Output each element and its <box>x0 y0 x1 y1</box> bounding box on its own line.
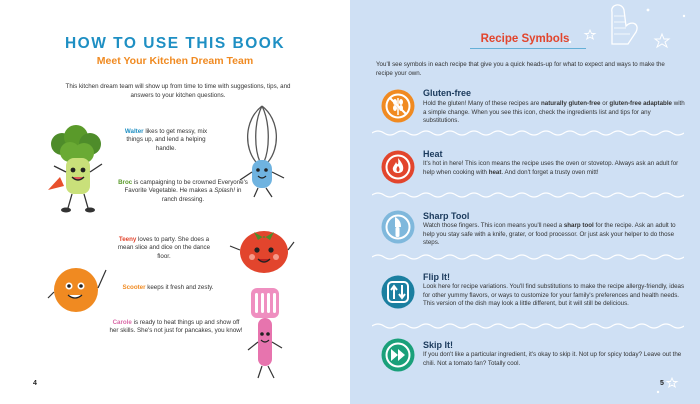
walter-bio <box>120 128 212 153</box>
broc-bio-text: is campaigning to be crowned Everyone's Favorite Vegetable. He makes a <box>124 179 248 195</box>
skip-forward-icon <box>381 338 415 372</box>
broc-bio-emphasis: Splash! <box>214 187 235 195</box>
oven-mitt-stars-decoration <box>550 2 700 54</box>
intro-text: This kitchen dream team will show up from time to time with suggestions, tips, and answers to your kitchen questions. <box>65 83 291 99</box>
wave-divider <box>372 191 684 199</box>
scooter-bio-text: keeps it fresh and zesty. <box>145 284 214 291</box>
carole-bio <box>108 319 244 336</box>
title-underline <box>470 48 586 49</box>
gluten-free-description: Hold the gluten! Many of these recipes are naturally gluten-free or gluten-free adaptable with a simple change. When you see this icon, check the ingredients list and tips for any substitutions. <box>423 100 685 125</box>
skip-it-heading: Skip It! <box>423 340 454 350</box>
gluten-free-heading: Gluten-free <box>423 88 472 98</box>
page-title: HOW TO USE THIS BOOK <box>64 35 286 52</box>
walter-name: Walter <box>124 128 144 135</box>
skip-it-description: If you don't like a particular ingredient, it's okay to skip it. Not up for spicy today? Leave out the chili. Not a tomato fan? Totally cool. <box>423 351 682 367</box>
broc-name: Broc <box>118 179 133 186</box>
sharp-tool-heading: Sharp Tool <box>423 211 470 221</box>
page-number-right: 5 <box>660 380 664 387</box>
scooter-name: Scooter <box>122 284 146 291</box>
teeny-tomato-character <box>228 220 296 280</box>
broc-broccoli-character <box>40 122 110 217</box>
recipe-symbols-title: Recipe Symbols <box>480 33 570 45</box>
teeny-bio <box>116 236 212 261</box>
wave-divider <box>372 253 684 261</box>
heat-heading: Heat <box>423 149 443 159</box>
sparkle-decoration <box>650 372 700 402</box>
teeny-bio-text: loves to party. She does a mean slice and dice on the dance floor. <box>117 236 211 260</box>
flip-arrows-icon <box>381 275 415 309</box>
heat-description: It's hot in here! This icon means the recipe uses the oven or stovetop. Always ask an adult for help when cooking with heat. And don't forget a trusty oven mitt! <box>423 160 679 176</box>
scooter-bio <box>120 284 216 292</box>
flip-it-heading: Flip It! <box>423 272 450 282</box>
walter-bio-text: likes to get messy, mix things up, and lend a helping handle. <box>126 128 208 152</box>
carole-spatula-character <box>240 284 290 384</box>
teeny-name: Teeny <box>118 236 137 243</box>
knife-icon <box>381 210 415 244</box>
wave-divider <box>372 129 684 137</box>
flame-icon <box>381 150 415 184</box>
carole-bio-text: is ready to heat things up and show off her skills. She's not just for pancakes, you know! <box>109 319 243 335</box>
page-number-left: 4 <box>33 380 37 387</box>
wave-divider <box>372 322 684 330</box>
scooter-orange-character <box>46 258 118 318</box>
broc-bio-text-end: in ranch dressing. <box>161 187 242 203</box>
carole-name: Carole <box>112 319 132 326</box>
broc-bio <box>118 179 248 204</box>
page-subtitle: Meet Your Kitchen Dream Team <box>96 55 254 67</box>
flip-it-description: Look here for recipe variations. You'll find substitutions to make the recipe allergy-friendly, ideas for other yummy flavors, or ways to customize for your family's preferences and health needs. This version of the dish may look a little different, but it will still be delicious. <box>423 283 685 308</box>
sharp-tool-description: Watch those fingers. This icon means you'll need a sharp tool for the recipe. Ask an adult to help you stay safe with a knife, grater, or food processor. Or just ask your helper to do those steps. <box>423 222 676 247</box>
recipe-symbols-intro: You'll see symbols in each recipe that give you a quick heads-up for what to expect and ways to make the recipe your own. <box>376 61 665 77</box>
gluten-free-icon <box>381 89 415 123</box>
